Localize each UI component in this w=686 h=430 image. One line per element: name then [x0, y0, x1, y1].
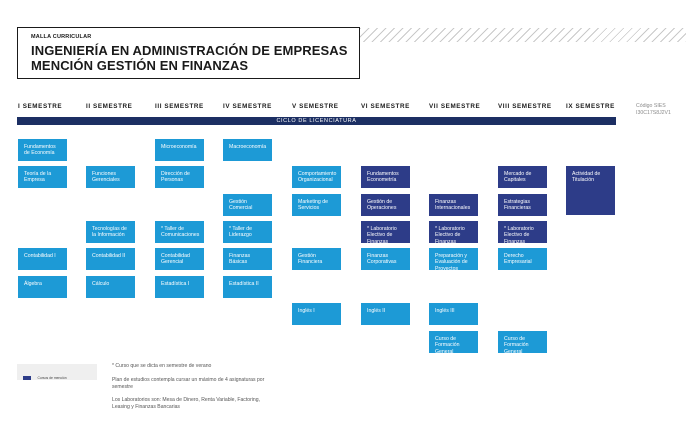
course-box: * Laboratorio Electivo de Finanzas — [498, 221, 547, 243]
course-box: Dirección de Personas — [155, 166, 204, 188]
sies-code — [636, 103, 671, 117]
semester-header-4: IV SEMESTRE — [223, 103, 272, 110]
course-box: * Laboratorio Electivo de Finanzas — [429, 221, 478, 243]
title-box — [17, 27, 360, 79]
course-box: Inglés II — [361, 303, 410, 325]
course-box: Comportamiento Organizacional — [292, 166, 341, 188]
course-box: Curso de Formación General — [429, 331, 478, 353]
semester-header-9: IX SEMESTRE — [566, 103, 615, 110]
course-box: * Laboratorio Electivo de Finanzas — [361, 221, 410, 243]
course-box: Microeconomía — [155, 139, 204, 161]
course-box: Estrategias Financieras — [498, 194, 547, 216]
program-title-line2: MENCIÓN GESTIÓN EN FINANZAS — [31, 58, 249, 73]
semester-header-7: VII SEMESTRE — [429, 103, 481, 110]
course-box: Contabilidad I — [18, 248, 67, 270]
program-title-line1: INGENIERÍA EN ADMINISTRACIÓN DE EMPRESAS — [31, 43, 348, 58]
course-box: * Taller de Comunicaciones — [155, 221, 204, 243]
course-box: Álgebra — [18, 276, 67, 298]
course-box: Gestión Financiera — [292, 248, 341, 270]
sies-code-value: I30C17S8J2V1 — [636, 110, 671, 116]
course-box: Finanzas Corporativas — [361, 248, 410, 270]
course-box: Curso de Formación General — [498, 331, 547, 353]
semester-header-5: V SEMESTRE — [292, 103, 339, 110]
program-title — [31, 43, 359, 73]
course-box: Contabilidad Gerencial — [155, 248, 204, 270]
semester-header-8: VIII SEMESTRE — [498, 103, 552, 110]
course-box: Contabilidad II — [86, 248, 135, 270]
course-box: Teoría de la Empresa — [18, 166, 67, 188]
course-box: Fundamentos de Economía — [18, 139, 67, 161]
cycle-band: CICLO DE LICENCIATURA — [17, 117, 616, 125]
semester-header-2: II SEMESTRE — [86, 103, 133, 110]
decorative-hatch — [360, 28, 686, 42]
course-box: Marketing de Servicios — [292, 194, 341, 216]
course-box: Tecnologías de la Información — [86, 221, 135, 243]
note-laboratories: Los Laboratorios son: Mesa de Dinero, Renta Variable, Factoring, Leasing y Finanzas Bancarias — [112, 397, 260, 410]
course-box: Estadística I — [155, 276, 204, 298]
semester-header-3: III SEMESTRE — [155, 103, 204, 110]
note-summer-course: * Curso que se dicta en semestre de verano — [112, 363, 212, 369]
course-box: Mercado de Capitales — [498, 166, 547, 188]
course-box: Finanzas Básicas — [223, 248, 272, 270]
course-box: Inglés I — [292, 303, 341, 325]
note-max-courses: Plan de estudios contempla cursar un máximo de 4 asignaturas por semestre — [112, 377, 265, 390]
legend-swatch — [23, 376, 31, 380]
course-box: Gestión de Operaciones — [361, 194, 410, 216]
sies-code-label: Código SIES — [636, 103, 666, 109]
course-box: Funciones Gerenciales — [86, 166, 135, 188]
legend — [17, 364, 97, 380]
course-box: Fundamentos Econometría — [361, 166, 410, 188]
course-box: Macroeconomía — [223, 139, 272, 161]
course-box: Preparación y Evaluación de Proyectos — [429, 248, 478, 270]
course-box: Derecho Empresarial — [498, 248, 547, 270]
course-box: * Taller de Liderazgo — [223, 221, 272, 243]
semester-header-1: I SEMESTRE — [18, 103, 63, 110]
semester-header-6: VI SEMESTRE — [361, 103, 410, 110]
course-box: Actividad de Titulación — [566, 166, 615, 215]
course-box: Inglés III — [429, 303, 478, 325]
course-box: Finanzas Internacionales — [429, 194, 478, 216]
course-box: Estadística II — [223, 276, 272, 298]
eyebrow-label: MALLA CURRICULAR — [31, 34, 92, 40]
legend-label: Cursos de mención — [37, 375, 67, 380]
course-box: Cálculo — [86, 276, 135, 298]
course-box: Gestión Comercial — [223, 194, 272, 216]
